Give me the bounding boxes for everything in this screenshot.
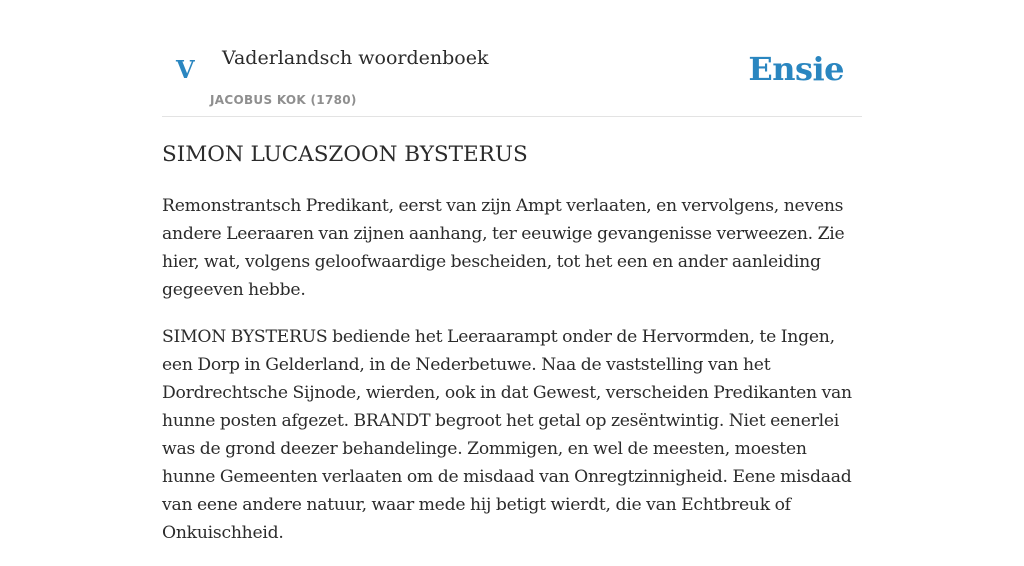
entry-body <box>162 192 862 566</box>
book-title-link[interactable]: Vaderlandsch woordenboek <box>222 47 489 69</box>
ensie-logo[interactable]: Ensie <box>748 50 844 88</box>
entry-title: SIMON LUCASZOON BYSTERUS <box>162 142 528 167</box>
entry-paragraph: SIMON BYSTERUS bediende het Leeraarampt onder de Hervormden, te Ingen, een Dorp in Gelderland, in de Nederbetuwe. Naa de vaststelling van het Dordrechtsche Sijnode, wierden, ook in dat Gewest, verscheiden Predikanten van hunne posten afgezet. BRANDT begroot het getal op zesëntwintig. Niet eenerlei was de grond deezer behandelinge. Zommigen, en wel de meesten, moesten hunne Gemeenten verlaaten om de misdaad van Onregtzinnigheid. Eene misdaad van eene andere natuur, waar mede hij betigt wierdt, die van Echtbreuk of Onkuischheid. <box>162 327 852 543</box>
letter-index-badge[interactable]: V <box>176 55 195 84</box>
entry-paragraph: Remonstrantsch Predikant, eerst van zijn Ampt verlaaten, en vervolgens, nevens andere Leeraaren van zijnen aanhang, ter eeuwige gevangenisse verweezen. Zie hier, wat, volgens geloofwaardige bescheiden, tot het een en ander aanleiding gegeeven hebbe. <box>162 196 845 300</box>
site-header <box>162 0 862 117</box>
book-author: JACOBUS KOK (1780) <box>210 93 357 107</box>
